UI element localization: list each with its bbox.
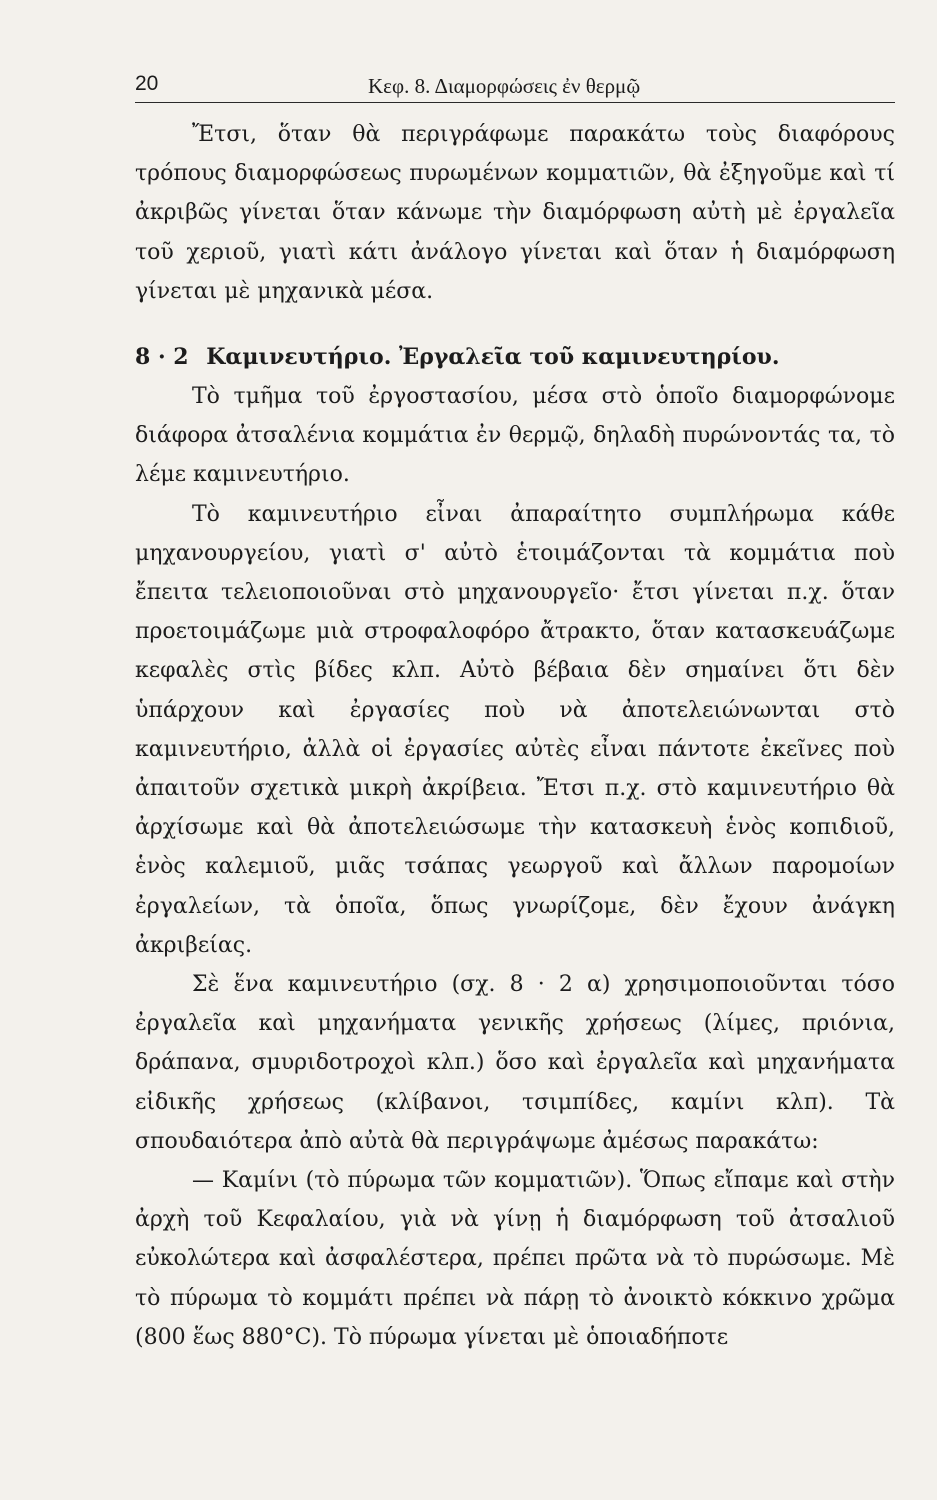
paragraph: — Καμίνι (τὸ πύρωμα τῶν κομματιῶν). Ὅπως εἴπαμε καὶ στὴν ἀρχὴ τοῦ Κεφαλαίου, γιὰ νὰ γίνῃ ἡ διαμόρφωση τοῦ ἀτσαλιοῦ εὐκολώτερα καὶ ἀσφαλέστερα, πρέπει πρῶτα νὰ τὸ πυρώσωμε. Μὲ τὸ πύρωμα τὸ κομμάτι πρέπει νὰ πάρῃ τὸ ἀνοικτὸ κόκκινο χρῶμα (800 ἕως 880°C). Τὸ πύρωμα γίνεται μὲ ὁποιαδήποτε (135, 1168, 895, 1350)
section-number: 8 · 2 (135, 344, 189, 371)
paragraph: Ἔτσι, ὅταν θὰ περιγράφωμε παρακάτω τοὺς διαφόρους τρόπους διαμορφώσεως πυρωμένων κομματιῶν, θὰ ἐξηγοῦμε καὶ τί ἀκριβῶς γίνεται ὅταν κάνωμε τὴν διαμόρφωση αὐτὴ μὲ ἐργαλεῖα τοῦ χεριοῦ, γιατὶ κάτι ἀνάλογο γίνεται καὶ ὅταν ἡ διαμόρφωση γίνεται μὲ μηχανικὰ μέσα. (135, 122, 895, 304)
section-heading (135, 338, 895, 377)
paragraph: Σὲ ἕνα καμινευτήριο (σχ. 8 · 2 α) χρησιμοποιοῦνται τόσο ἐργαλεῖα καὶ μηχανήματα γενικῆς χρήσεως (λίμες, πριόνια, δράπανα, σμυριδοτροχοὶ κλπ.) ὅσο καὶ ἐργαλεῖα καὶ μηχανήματα εἰδικῆς χρήσεως (κλίβανοι, τσιμπίδες, καμίνι κλπ). Τὰ σπουδαιότερα ἀπὸ αὐτὰ θὰ περιγράψωμε ἀμέσως παρακάτω: (135, 972, 895, 1154)
chapter-title: Κεφ. 8. Διαμορφώσεις ἐν θερμῷ (368, 74, 641, 98)
paragraph: Τὸ τμῆμα τοῦ ἐργοστασίου, μέσα στὸ ὁποῖο διαμορφώνομε διάφορα ἀτσαλένια κομμάτια ἐν θερμῷ, δηλαδὴ πυρώνοντάς τα, τὸ λέμε καμινευτήριο. (135, 384, 895, 488)
paragraph: Τὸ καμινευτήριο εἶναι ἀπαραίτητο συμπλήρωμα κάθε μηχανουργείου, γιατὶ σ' αὐτὸ ἑτοιμάζονται τὰ κομμάτια ποὺ ἔπειτα τελειοποιοῦναι στὸ μηχανουργεῖο· ἔτσι γίνεται π.χ. ὅταν προετοιμάζωμε μιὰ στροφαλοφόρο ἄτρακτο, ὅταν κατασκευάζωμε κεφαλὲς στὶς βίδες κλπ. Αὐτὸ βέβαια δὲν σημαίνει ὅτι δὲν ὑπάρχουν καὶ ἐργασίες ποὺ νὰ ἀποτελειώνωνται στὸ καμινευτήριο, ἀλλὰ οἱ ἐργασίες αὐτὲς εἶναι πάντοτε ἐκεῖνες ποὺ ἀπαιτοῦν σχετικὰ μικρὴ ἀκρίβεια. Ἔτσι π.χ. στὸ καμινευτήριο θὰ ἀρχίσωμε καὶ θὰ ἀποτελειώσωμε τὴν κατασκευὴ ἑνὸς κοπιδιοῦ, ἑνὸς καλεμιοῦ, μιᾶς τσάπας γεωργοῦ καὶ ἄλλων παρομοίων ἐργαλείων, τὰ ὁποῖα, ὅπως γνωρίζομε, δὲν ἔχουν ἀνάγκη ἀκριβείας. (135, 501, 895, 958)
body-text (135, 115, 895, 1357)
running-head (135, 64, 895, 103)
page-number: 20 (135, 72, 159, 95)
section-title: Καμινευτήριο. Ἐργαλεῖα τοῦ καμινευτηρίου. (206, 344, 780, 371)
